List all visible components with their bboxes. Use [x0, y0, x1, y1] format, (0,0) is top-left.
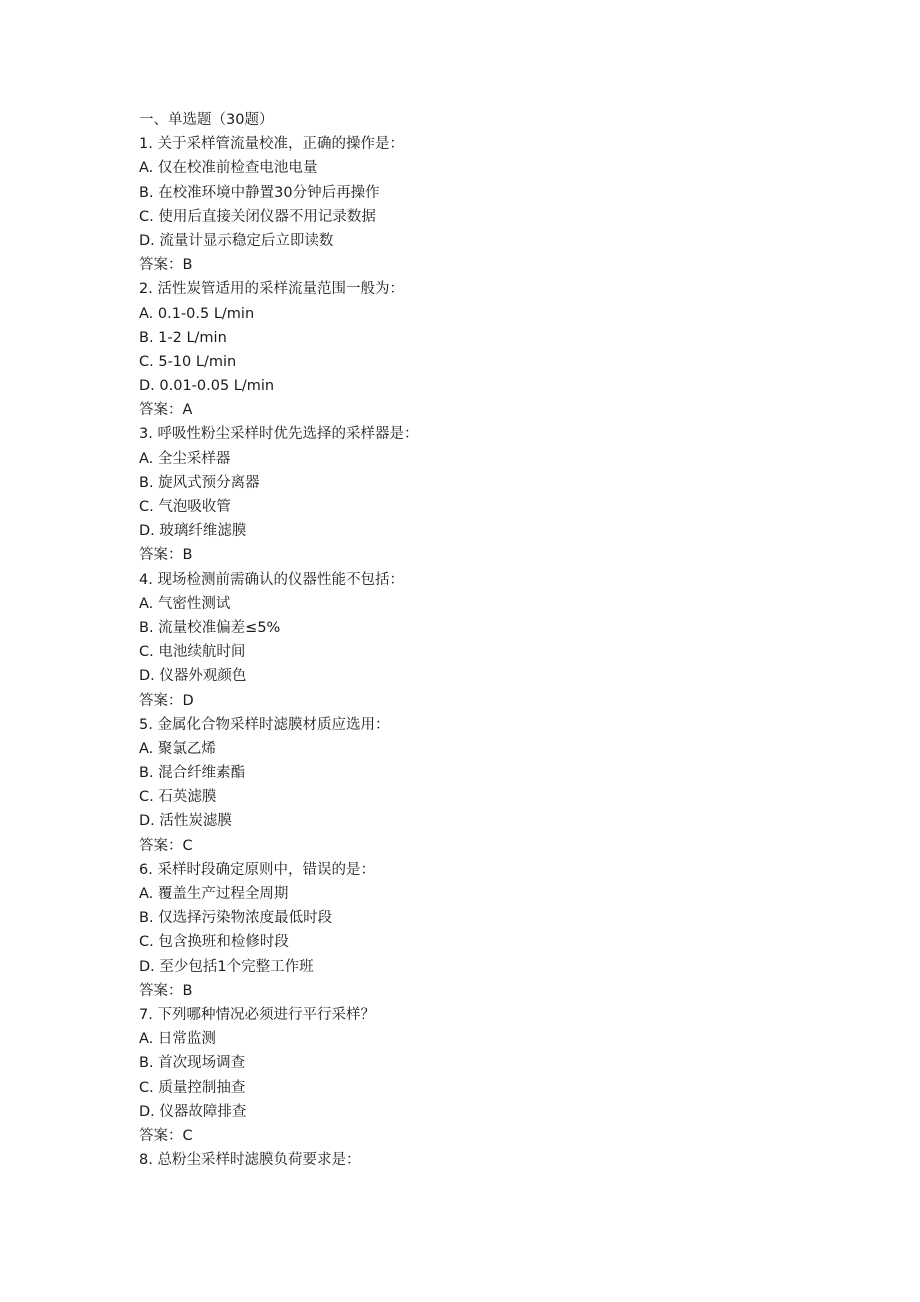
option-d: D. 流量计显示稳定后立即读数 [139, 232, 334, 249]
question-stem: 6. 采样时段确定原则中，错误的是： [139, 861, 375, 878]
question-stem: 7. 下列哪种情况必须进行平行采样？ [139, 1006, 375, 1023]
question-stem: 3. 呼吸性粉尘采样时优先选择的采样器是： [139, 426, 419, 443]
option-a: A. 0.1-0.5 L/min [139, 305, 255, 322]
question-stem: 1. 关于采样管流量校准，正确的操作是： [139, 136, 404, 153]
question-stem: 2. 活性炭管适用的采样流量范围一般为： [139, 281, 404, 298]
option-b: B. 仅选择污染物浓度最低时段 [139, 910, 333, 927]
option-d: D. 0.01-0.05 L/min [139, 378, 275, 395]
option-b: B. 1-2 L/min [139, 329, 227, 346]
question-stem: 8. 总粉尘采样时滤膜负荷要求是： [139, 1152, 361, 1169]
option-a: A. 全尘采样器 [139, 450, 231, 467]
question-stem: 4. 现场检测前需确认的仪器性能不包括： [139, 571, 404, 588]
document-page [139, 108, 799, 1172]
answer-line: 答案：D [139, 692, 194, 709]
option-c: C. 质量控制抽查 [139, 1079, 246, 1096]
question-block [139, 1148, 799, 1172]
question-block [139, 132, 799, 277]
option-d: D. 仪器外观颜色 [139, 668, 247, 685]
question-block [139, 1003, 799, 1148]
option-c: C. 石英滤膜 [139, 789, 217, 806]
option-c: C. 气泡吸收管 [139, 499, 231, 515]
option-d: D. 玻璃纤维滤膜 [139, 523, 247, 540]
option-c: C. 包含换班和检修时段 [139, 934, 289, 951]
section-title: 一、单选题（30题） [139, 112, 274, 128]
option-a: A. 聚氯乙烯 [139, 740, 216, 757]
answer-line: 答案：A [139, 402, 193, 419]
answer-line: 答案：C [139, 837, 193, 854]
option-d: D. 活性炭滤膜 [139, 813, 232, 830]
option-a: A. 日常监测 [139, 1031, 216, 1048]
question-list [139, 132, 799, 1172]
option-a: A. 仅在校准前检查电池电量 [139, 160, 318, 177]
answer-line: 答案：B [139, 257, 193, 274]
answer-line: 答案：B [139, 547, 193, 564]
option-a: A. 覆盖生产过程全周期 [139, 886, 289, 902]
option-b: B. 首次现场调查 [139, 1055, 246, 1072]
option-d: D. 至少包括1个完整工作班 [139, 958, 314, 975]
question-block [139, 422, 799, 567]
question-block [139, 277, 799, 422]
option-c: C. 5-10 L/min [139, 353, 237, 370]
question-block [139, 858, 799, 1003]
option-c: C. 电池续航时间 [139, 644, 246, 661]
option-b: B. 混合纤维素酯 [139, 765, 246, 782]
question-block [139, 713, 799, 858]
option-a: A. 气密性测试 [139, 595, 231, 612]
answer-line: 答案：B [139, 982, 193, 999]
answer-line: 答案：C [139, 1127, 193, 1144]
question-block [139, 568, 799, 713]
option-c: C. 使用后直接关闭仪器不用记录数据 [139, 208, 376, 225]
option-d: D. 仪器故障排查 [139, 1103, 247, 1120]
option-b: B. 旋风式预分离器 [139, 474, 260, 491]
question-stem: 5. 金属化合物采样时滤膜材质应选用： [139, 716, 390, 733]
option-b: B. 流量校准偏差≤5% [139, 619, 281, 636]
option-b: B. 在校准环境中静置30分钟后再操作 [139, 184, 380, 201]
